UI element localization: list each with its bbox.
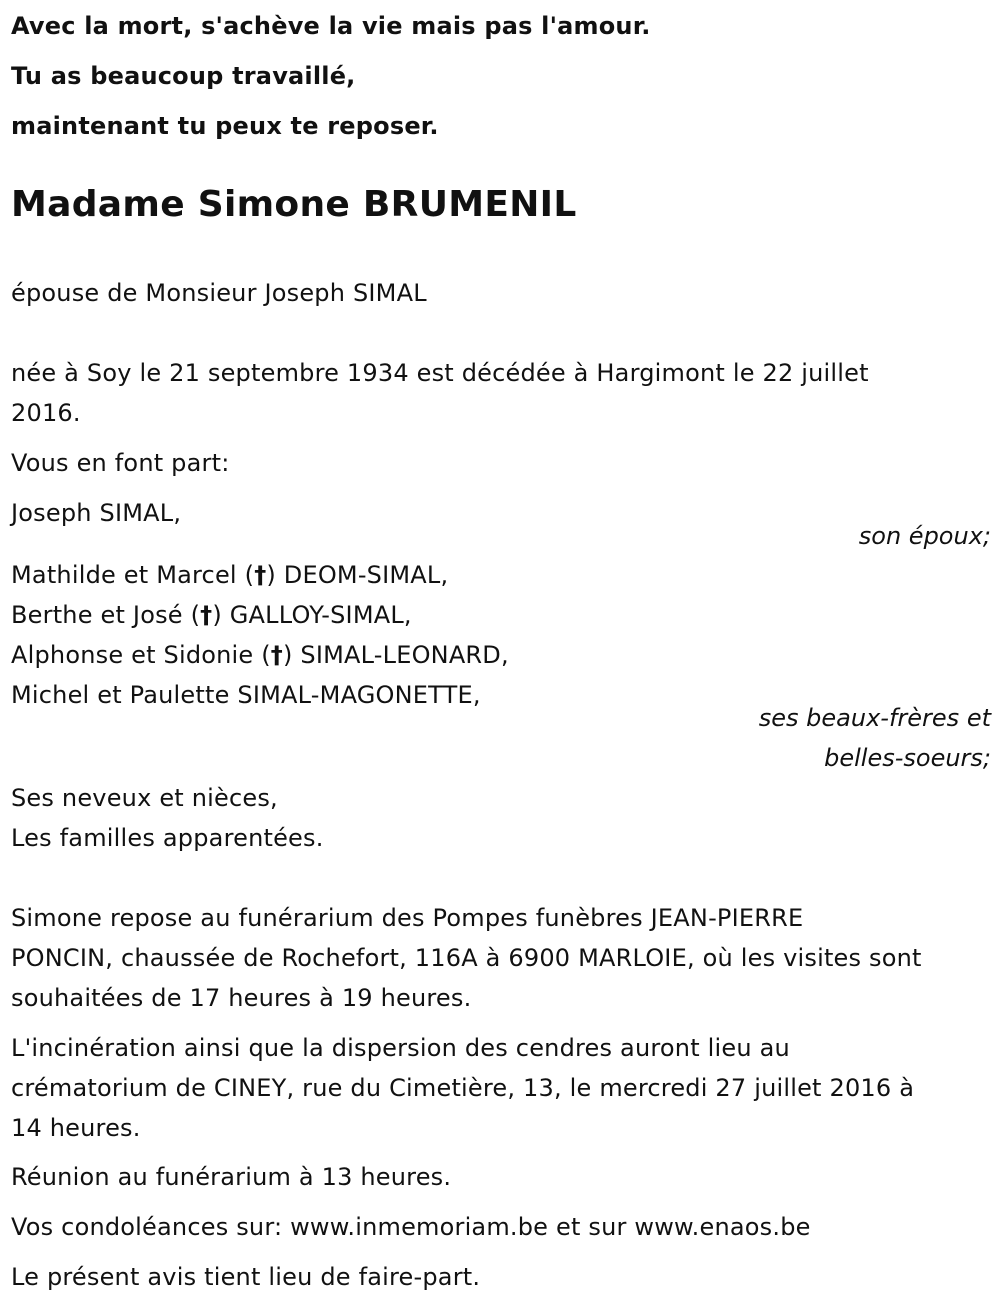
in-law-line-3 (11, 635, 509, 675)
in-law-line-3-before: Alphonse et Sidonie ( (11, 641, 271, 669)
cremation-line-1: L'incinération ainsi que la dispersion des cendres auront lieu au (11, 1034, 790, 1062)
cross-icon: † (254, 561, 267, 589)
funeral-home-line-2: PONCIN, chaussée de Rochefort, 116A à 6900 MARLOIE, où les visites sont (11, 944, 922, 972)
deceased-name: Madame Simone BRUMENIL (11, 184, 577, 225)
epitaph-line-2: Tu as beaucoup travaillé, (11, 62, 356, 90)
in-law-line-3-after: ) SIMAL-LEONARD, (283, 641, 509, 669)
in-law-line-4: Michel et Paulette SIMAL-MAGONETTE, (11, 681, 481, 709)
in-law-line-1 (11, 555, 448, 595)
notice-line: Le présent avis tient lieu de faire-part. (11, 1263, 481, 1291)
funeral-home-line-1: Simone repose au funérarium des Pompes funèbres JEAN-PIERRE (11, 904, 804, 932)
birth-death-line-2: 2016. (11, 399, 81, 427)
epitaph-line-3: maintenant tu peux te reposer. (11, 112, 439, 140)
in-laws-relation-line-2: belles-soeurs; (824, 744, 991, 772)
others-line-1: Ses neveux et nièces, (11, 784, 278, 812)
funeral-home-line-3: souhaitées de 17 heures à 19 heures. (11, 984, 472, 1012)
birth-death-line-1: née à Soy le 21 septembre 1934 est décédée à Hargimont le 22 juillet (11, 359, 869, 387)
spouse-line: épouse de Monsieur Joseph SIMAL (11, 279, 427, 307)
in-laws-relation-line-1: ses beaux-frères et (758, 704, 991, 732)
spouse-name: Joseph SIMAL, (11, 499, 182, 527)
announce-intro: Vous en font part: (11, 449, 230, 477)
cremation-line-3: 14 heures. (11, 1114, 141, 1142)
others-line-2: Les familles apparentées. (11, 824, 324, 852)
meeting-line: Réunion au funérarium à 13 heures. (11, 1163, 452, 1191)
in-law-line-1-before: Mathilde et Marcel ( (11, 561, 255, 589)
condolences-line: Vos condoléances sur: www.inmemoriam.be et sur www.enaos.be (11, 1213, 811, 1241)
in-law-line-2-after: ) GALLOY-SIMAL, (212, 601, 412, 629)
epitaph-line-1: Avec la mort, s'achève la vie mais pas l'amour. (11, 12, 651, 40)
in-law-line-2 (11, 595, 412, 635)
in-law-line-1-after: ) DEOM-SIMAL, (266, 561, 449, 589)
cremation-line-2: crématorium de CINEY, rue du Cimetière, 13, le mercredi 27 juillet 2016 à (11, 1074, 915, 1102)
cross-icon: † (270, 641, 283, 669)
in-law-line-2-before: Berthe et José ( (11, 601, 201, 629)
cross-icon: † (200, 601, 213, 629)
spouse-relation: son époux; (858, 522, 991, 550)
